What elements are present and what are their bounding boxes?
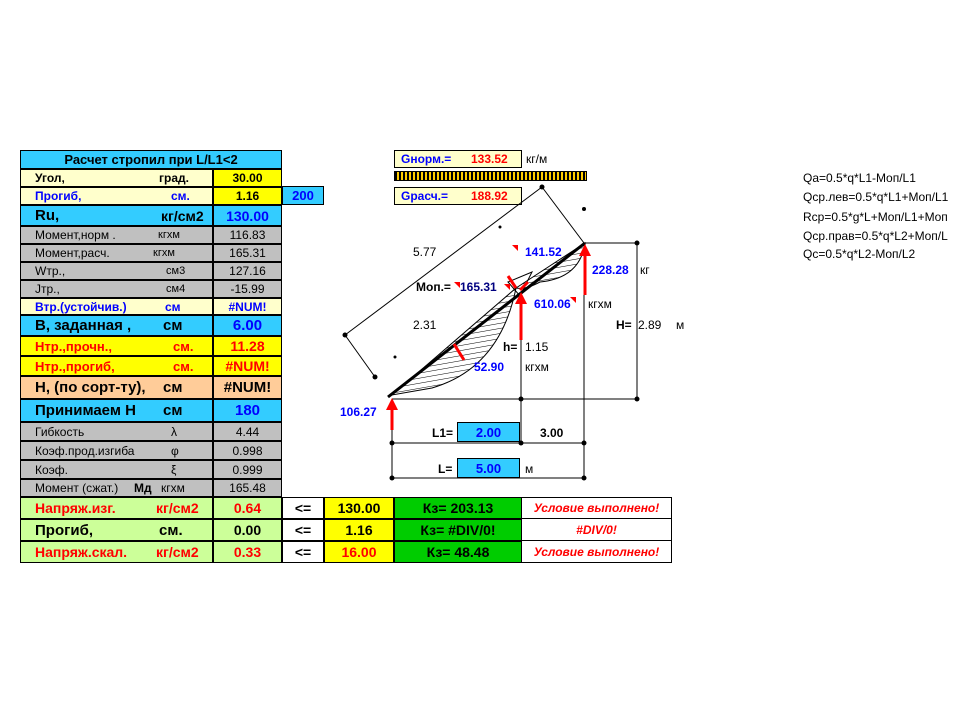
row-moment-calc-value[interactable]: 165.31 (213, 244, 282, 262)
row-j-value[interactable]: -15.99 (213, 280, 282, 298)
row-b-stability-value[interactable]: #NUM! (213, 298, 282, 315)
check-deflection-status[interactable]: #DIV/0! (522, 519, 672, 541)
row-h-strength-label[interactable]: Нтр.,прочн., см. (20, 336, 213, 356)
check-bending-label[interactable]: Напряж.изг. кг/см2 (20, 497, 213, 519)
check-shear-limit[interactable]: 16.00 (324, 541, 394, 563)
check-bending-op[interactable]: <= (282, 497, 324, 519)
row-buckling-coef-value[interactable]: 0.998 (213, 441, 282, 460)
H-label: Н= (616, 318, 632, 332)
m-on-label: Моп.= (416, 280, 451, 294)
row-h-deflection-label[interactable]: Нтр.,прогиб, см. (20, 356, 213, 376)
L1-label: L1= (432, 426, 454, 440)
check-bending-status[interactable]: Условие выполнено! (522, 497, 672, 519)
h-value: 1.15 (525, 340, 549, 354)
row-h-assortment-value[interactable]: #NUM! (213, 376, 282, 399)
row-moment-norm-value[interactable]: 116.83 (213, 226, 282, 244)
check-deflection-limit[interactable]: 1.16 (324, 519, 394, 541)
check-bending-limit[interactable]: 130.00 (324, 497, 394, 519)
row-moment-compressed-label[interactable]: Момент (сжат.) Мд кгхм (20, 479, 213, 497)
row-moment-norm-label[interactable]: Момент,норм . кгхм (20, 226, 213, 244)
r-top-label: 141.52 (525, 245, 562, 259)
formula-qa: Qa=0.5*q*L1-Mоп/L1 (803, 171, 916, 185)
m-on-value: 165.31 (460, 280, 497, 294)
row-buckling-coef-label[interactable]: Коэф.прод.изгиба φ (20, 441, 213, 460)
row-w-label[interactable]: Wтр., см3 (20, 262, 213, 280)
formula-qc: Qс=0.5*q*L2-Mоп/L2 (803, 247, 916, 261)
row-ru-value[interactable]: 130.00 (213, 205, 282, 226)
formula-qsr-right: Qср.прав=0.5*q*L2+Mоп/L (803, 229, 948, 243)
H-value: 2.89 (638, 318, 662, 332)
row-b-given-value[interactable]: 6.00 (213, 315, 282, 336)
check-shear-op[interactable]: <= (282, 541, 324, 563)
row-xi-coef-value[interactable]: 0.999 (213, 460, 282, 479)
check-shear-status[interactable]: Условие выполнено! (522, 541, 672, 563)
check-deflection-label[interactable]: Прогиб, см. (20, 519, 213, 541)
m-span-unit: кгхм (525, 360, 549, 374)
row-h-assortment-label[interactable]: Н, (по сорт-ту), см (20, 376, 213, 399)
row-xi-coef-label[interactable]: Коэф. ξ (20, 460, 213, 479)
row-b-given-label[interactable]: В, заданная , см (20, 315, 213, 336)
row-deflection-label[interactable]: Прогиб, см. (20, 187, 213, 205)
m-span-label: 52.90 (474, 360, 505, 374)
check-deflection-value[interactable]: 0.00 (213, 519, 282, 541)
check-deflection-op[interactable]: <= (282, 519, 324, 541)
row-h-strength-value[interactable]: 11.28 (213, 336, 282, 356)
L-input[interactable]: 5.00 (457, 458, 520, 478)
formula-rsr: Rср=0.5*g*L+Mоп/L1+Mоп (803, 210, 948, 224)
row-slenderness-value[interactable]: 4.44 (213, 422, 282, 441)
H-unit: м (676, 318, 685, 332)
row-b-stability-label[interactable]: Втр.(устойчив.) см (20, 298, 213, 315)
row-deflection-value[interactable]: 1.16 (213, 187, 282, 205)
L2-value: 3.00 (540, 426, 564, 440)
g-norm-unit: кг/м (526, 152, 548, 166)
row-slenderness-label[interactable]: Гибкость λ (20, 422, 213, 441)
r-right-unit: кг (640, 263, 650, 277)
row-h-deflection-value[interactable]: #NUM! (213, 356, 282, 376)
row-h-accepted-label[interactable]: Принимаем Н см (20, 399, 213, 422)
row-h-accepted-value[interactable]: 180 (213, 399, 282, 422)
check-bending-k[interactable]: Кз= 203.13 (394, 497, 522, 519)
row-moment-compressed-value[interactable]: 165.48 (213, 479, 282, 497)
L-unit: м (525, 462, 534, 476)
row-w-value[interactable]: 127.16 (213, 262, 282, 280)
g-norm-box[interactable]: Gнорм.= 133.52 (394, 150, 522, 168)
m-val-unit: кгхм (588, 297, 612, 311)
check-bending-value[interactable]: 0.64 (213, 497, 282, 519)
len-mid-label: 2.31 (413, 318, 437, 332)
formula-qsr-left: Qср.лев=0.5*q*L1+Mоп/L1 (803, 190, 949, 204)
len-top-label: 5.77 (413, 245, 437, 259)
L-label: L= (438, 462, 453, 476)
row-moment-calc-label[interactable]: Момент,расч. кгхм (20, 244, 213, 262)
check-shear-label[interactable]: Напряж.скал. кг/см2 (20, 541, 213, 563)
check-shear-k[interactable]: Кз= 48.48 (394, 541, 522, 563)
h-label: h= (503, 340, 518, 354)
r-left-label: 106.27 (340, 405, 377, 419)
row-j-label[interactable]: Jтр., см4 (20, 280, 213, 298)
title-cell[interactable]: Расчет стропил при L/L1<2 (20, 150, 282, 169)
L1-input[interactable]: 2.00 (457, 422, 520, 442)
deflection-ratio-input[interactable]: 200 (282, 186, 324, 205)
row-ru-label[interactable]: Ru, кг/см2 (20, 205, 213, 226)
m-val-label: 610.06 (534, 297, 571, 311)
row-angle-label[interactable]: Угол, град. (20, 169, 213, 187)
row-angle-value[interactable]: 30.00 (213, 169, 282, 187)
check-deflection-k[interactable]: Кз= #DIV/0! (394, 519, 522, 541)
check-shear-value[interactable]: 0.33 (213, 541, 282, 563)
g-rasch-box[interactable]: Gрасч.= 188.92 (394, 187, 522, 205)
r-right-label: 228.28 (592, 263, 629, 277)
